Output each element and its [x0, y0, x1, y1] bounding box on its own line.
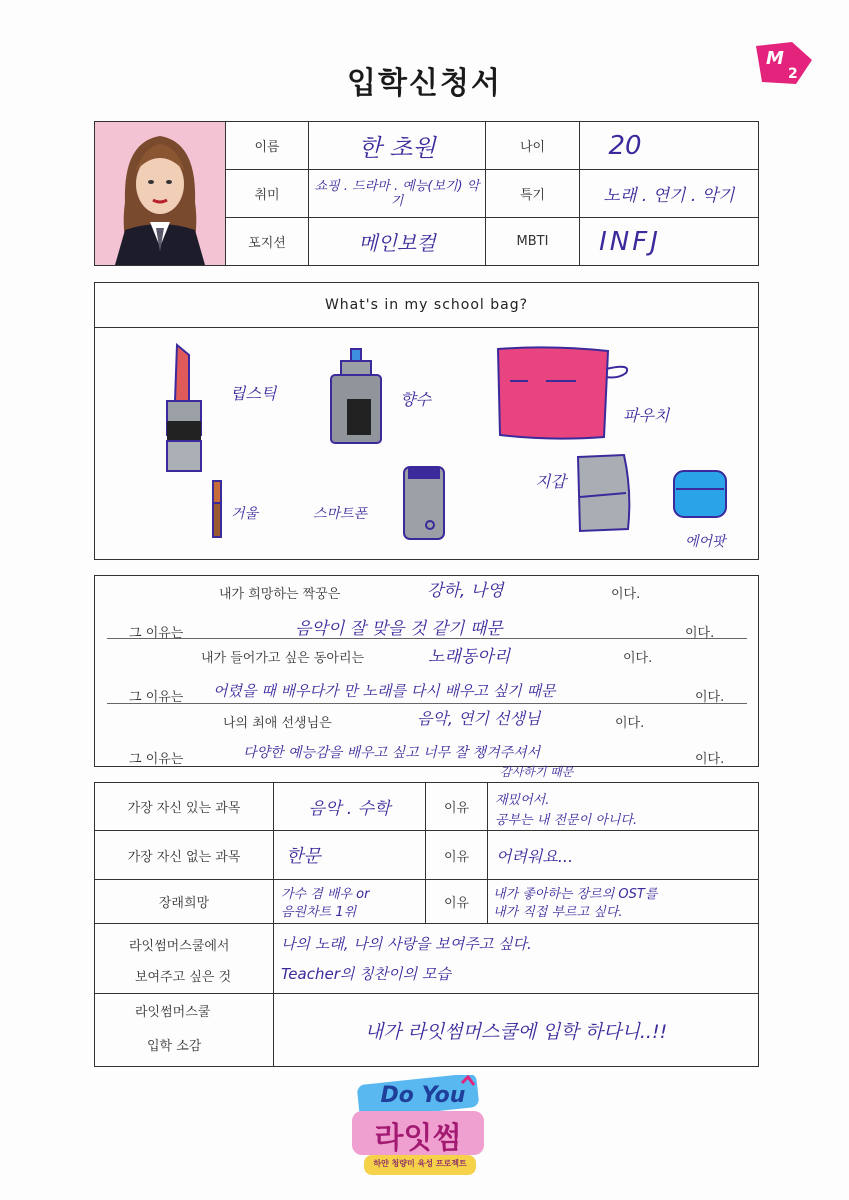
best-subject-label: 가장 자신 있는 과목 [127, 801, 241, 816]
profile-photo [95, 122, 225, 265]
teacher-answer: 음악, 연기 선생님 [417, 709, 541, 728]
best-reason-label: 이유 [443, 801, 470, 816]
footer-logo-line1: Do You [380, 1083, 466, 1108]
partner-answer: 강하, 나영 [427, 581, 504, 601]
teacher-reason-extra: 감사하기 때문 [500, 765, 574, 779]
dream-value-2: 음원차트 1위 [281, 905, 357, 920]
worst-reason-label: 이유 [443, 849, 470, 865]
partner-suffix: 이다. [611, 587, 641, 602]
svg-text:2: 2 [788, 66, 798, 82]
name-label: 이름 [254, 140, 280, 155]
bag-item-lipstick: 립스틱 [230, 384, 277, 403]
perfume-icon [325, 347, 389, 447]
do-you-lightsum-logo [338, 1075, 498, 1185]
bag-item-mirror: 거울 [231, 506, 259, 522]
show-value: 나의 노래, 나의 사랑을 보여주고 싶다. [281, 935, 532, 953]
bag-item-perfume: 향수 [400, 390, 431, 409]
club-answer: 노래동아리 [428, 647, 511, 667]
profile-table [94, 121, 759, 266]
age-label: 나이 [519, 140, 546, 155]
show-label-1: 라잇썸머스쿨에서 [129, 939, 230, 954]
footer-logo-sub: 하얀 청량미 육성 프로젝트 [373, 1159, 467, 1168]
worst-reason-value: 어려워요... [496, 846, 574, 866]
wallet-icon [570, 451, 640, 537]
best-reason-value: 재밌어서. [495, 793, 550, 808]
sentences-section [94, 575, 759, 767]
skill-value: 노래 . 연기 . 악기 [603, 186, 735, 206]
mirror-icon [207, 479, 227, 541]
partner-reason-answer: 음악이 잘 맞을 것 같기 때문 [295, 619, 503, 639]
bag-item-pouch: 파우치 [623, 406, 670, 425]
smartphone-icon [400, 463, 450, 545]
teacher-reason-suffix: 이다. [695, 752, 725, 767]
mbti-label: MBTI [516, 234, 549, 249]
airpods-icon [670, 467, 730, 523]
bag-heading: What's in my school bag? [324, 297, 529, 313]
bag-item-airpods: 에어팟 [685, 534, 726, 550]
worst-subject-label: 가장 자신 없는 과목 [127, 849, 241, 865]
name-value: 한 초원 [358, 134, 436, 162]
club-prefix: 내가 들어가고 싶은 동아리는 [201, 651, 365, 666]
lipstick-icon [157, 341, 213, 475]
impression-label-1: 라잇썸머스쿨 [135, 1005, 211, 1020]
position-label: 포지션 [248, 236, 286, 251]
skill-label: 특기 [519, 188, 546, 203]
footer-logo-line2: 라잇썸 [374, 1121, 462, 1156]
impression-label-2: 입학 소감 [147, 1039, 202, 1054]
bag-item-wallet: 지갑 [535, 472, 566, 491]
teacher-prefix: 나의 최애 선생님은 [223, 716, 332, 731]
teacher-reason-answer: 다양한 예능감을 배우고 싶고 너무 잘 챙겨주셔서 [243, 745, 541, 761]
position-value: 메인보컬 [358, 231, 436, 255]
hobby-value: 쇼핑 . 드라마 . 예능(보기) 악기 [314, 178, 480, 209]
worst-subject-value: 한문 [286, 846, 321, 867]
page-title: 입학신청서 [347, 66, 502, 101]
m2-logo [752, 38, 816, 88]
subjects-table [94, 782, 759, 1067]
bag-item-smartphone: 스마트폰 [313, 506, 368, 522]
impression-value: 내가 라잇썸머스쿨에 입학 하다니..!! [364, 1020, 668, 1043]
teacher-suffix: 이다. [615, 716, 645, 731]
partner-reason-suffix: 이다. [685, 626, 715, 641]
hobby-label: 취미 [254, 188, 280, 203]
best-reason-value-2: 공부는 내 전문이 아니다. [495, 813, 638, 828]
best-subject-value: 음악 . 수학 [308, 799, 391, 819]
teacher-reason-prefix: 그 이유는 [129, 752, 184, 767]
dream-reason-value: 내가 좋아하는 장르의 OST를 [493, 887, 658, 902]
club-suffix: 이다. [623, 651, 653, 666]
pouch-icon [490, 343, 640, 441]
mbti-value: INFJ [599, 226, 661, 257]
partner-reason-prefix: 그 이유는 [129, 626, 184, 641]
dream-reason-value-2: 내가 직접 부르고 싶다. [493, 905, 623, 920]
show-value-2: Teacher의 칭찬이의 모습 [281, 965, 451, 983]
partner-prefix: 내가 희망하는 짝꿍은 [219, 587, 341, 602]
club-reason-prefix: 그 이유는 [129, 690, 184, 705]
bag-section [94, 282, 759, 560]
dream-reason-label: 이유 [443, 896, 470, 911]
club-reason-answer: 어렸을 때 배우다가 만 노래를 다시 배우고 싶기 때문 [213, 682, 556, 700]
show-label-2: 보여주고 싶은 것 [135, 970, 232, 985]
dream-label: 장래희망 [158, 896, 210, 911]
club-reason-suffix: 이다. [695, 690, 725, 705]
dream-value: 가수 겸 배우 or [281, 887, 370, 902]
svg-text:M: M [766, 48, 784, 69]
age-value: 20 [608, 130, 642, 161]
